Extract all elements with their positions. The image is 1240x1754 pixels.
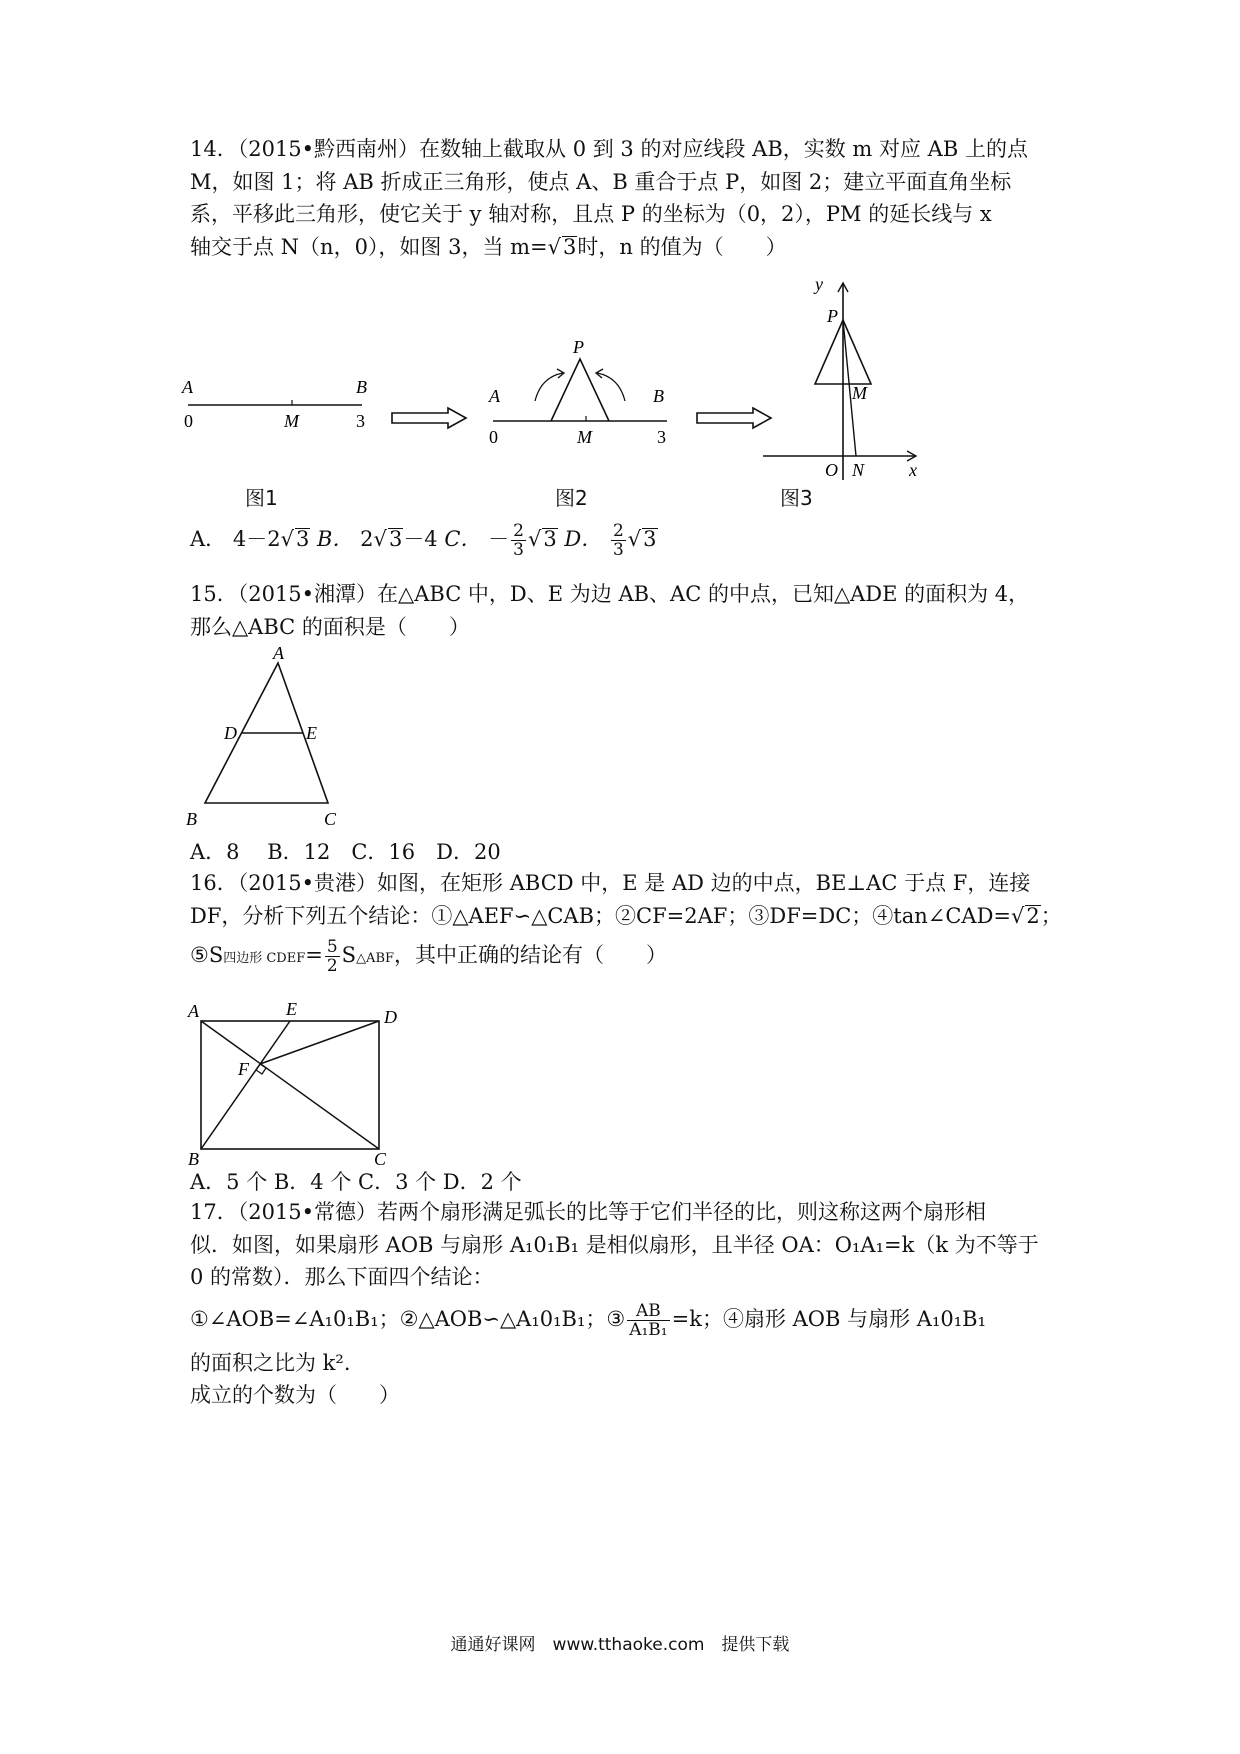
question-17	[190, 1196, 1070, 1412]
q14-option-d-label: D．	[564, 527, 603, 551]
q16-sqrt-value: 2	[1026, 903, 1040, 928]
question-15	[190, 578, 1070, 643]
q15-label-d: D	[224, 723, 237, 743]
q15-label-a: A	[273, 645, 284, 663]
q14-option-c-sqrt: 3	[543, 527, 557, 551]
q16-line-3: ⑤S四边形 CDEF= $\frac{5}{2}$ S△ABF，其中正确的结论有（ ）	[190, 937, 668, 976]
q16-label-a: A	[188, 1001, 199, 1021]
q17-fraction: $\frac{AB}{\text{A₁B₁}}$	[629, 1300, 668, 1340]
q14-line-4-start: 轴交于点 N（n，0），如图 3，当 m=	[190, 234, 548, 259]
fig1-label-three: 3	[356, 411, 365, 431]
q15-options: A．8 B．12 C．16 D．20	[190, 840, 501, 864]
q15-line-2: 那么△ABC 的面积是（ ）	[190, 614, 470, 639]
q16-label-f: F	[238, 1059, 249, 1079]
q16-label-c: C	[374, 1149, 387, 1165]
q14-option-b-text: 2	[360, 527, 374, 551]
q17-line-1: 17．（2015•常德）若两个扇形满足弧长的比等于它们半径的比，则这称这两个扇形相	[190, 1200, 987, 1224]
q14-option-c-sign: －	[488, 527, 510, 551]
q17-line-2: 似．如图，如果扇形 AOB 与扇形 A₁0₁B₁ 是相似扇形，且半径 OA：O₁A₁=k（k 为不等于	[190, 1232, 1039, 1257]
fig1-label-zero: 0	[184, 411, 193, 431]
q15-label-c: C	[324, 809, 337, 829]
q15-label-b: B	[186, 809, 197, 829]
q17-line-6: 成立的个数为（ ）	[190, 1383, 400, 1407]
fig3-label-p: P	[827, 306, 838, 326]
q16-fraction: $\frac{5}{2}$	[326, 937, 338, 976]
fig3-label-m: M	[852, 383, 867, 403]
fig1-label-b: B	[356, 377, 367, 397]
q15-figure-triangle	[180, 645, 400, 839]
q16-label-e: E	[286, 999, 297, 1019]
q14-sqrt-value: 3	[563, 234, 577, 259]
q15-line-1: 15．（2015•湘潭）在△ABC 中，D、E 为边 AB、AC 的中点，已知△ADE 的面积为 4，	[190, 582, 1030, 606]
arrow-1	[390, 406, 470, 434]
q14-option-d-fraction: $\frac{2}{3}$	[612, 521, 624, 560]
fig2-label-a: A	[489, 386, 500, 406]
fig1-label-a: A	[182, 377, 193, 397]
fig2-label-three: 3	[657, 427, 666, 447]
q16-options: A．5 个 B．4 个 C．3 个 D．2 个	[190, 1170, 522, 1194]
q16-label-b: B	[188, 1149, 199, 1165]
q14-option-c-fraction: $\frac{2}{3}$	[513, 521, 524, 560]
q14-option-c-label: C．	[444, 527, 482, 551]
q14-option-a-sqrt: 3	[295, 527, 310, 551]
q14-line-2: M，如图 1；将 AB 折成正三角形，使点 A、B 重合于点 P，如图 2；建立平面直角坐标	[190, 169, 1012, 194]
q14-option-b-text-2: －4	[403, 527, 438, 551]
q16-label-d: D	[384, 1007, 397, 1027]
fig2-caption: 图2	[555, 486, 588, 510]
q15-label-e: E	[306, 723, 317, 743]
fig2-label-p: P	[573, 337, 584, 357]
q14-option-a-label: A．	[190, 527, 227, 551]
fig2-label-b: B	[653, 386, 664, 406]
q14-line-3: 系，平移此三角形，使它关于 y 轴对称，且点 P 的坐标为（0，2），PM 的延长线与 x	[190, 202, 992, 226]
fig3-label-x: x	[909, 460, 917, 480]
q14-figure-3	[755, 280, 935, 494]
q14-line-4-end: 时，n 的值为（ ）	[577, 234, 787, 259]
fig1-caption: 图1	[245, 486, 278, 510]
q17-line-3: 0 的常数）．那么下面四个结论：	[190, 1265, 494, 1289]
fig3-label-o: O	[825, 460, 838, 480]
q14-line-4: 轴交于点 N（n，0），如图 3，当 m=√3时，n 的值为（ ）	[190, 234, 787, 259]
q14-figure-2	[485, 335, 685, 451]
fig1-label-m: M	[284, 411, 299, 431]
fig2-label-m: M	[577, 427, 592, 447]
q16-line-2: DF，分析下列五个结论：①△AEF∽△CAB；②CF=2AF；③DF=DC；④tan∠CAD=√2；	[190, 903, 1062, 928]
q16-figure-rectangle	[180, 995, 420, 1169]
question-16	[190, 867, 1070, 976]
fig3-caption: 图3	[780, 486, 813, 510]
q17-line-4: ①∠AOB=∠A₁0₁B₁；②△AOB∽△A₁0₁B₁；③ $\frac{AB}{\text{A₁B₁}}$ =k；④扇形 AOB 与扇形 A₁0₁B₁	[190, 1300, 986, 1340]
q14-option-d-sqrt: 3	[643, 527, 657, 551]
page-footer: 通通好课网 www.tthaoke.com 提供下载	[450, 1635, 790, 1655]
q14-option-b-sqrt: 3	[388, 527, 403, 551]
q16-line-1: 16．（2015•贵港）如图，在矩形 ABCD 中，E 是 AD 边的中点，BE⊥AC 于点 F，连接	[190, 871, 1031, 895]
fig3-label-n: N	[852, 460, 865, 480]
q17-line-5: 的面积之比为 k².	[190, 1350, 351, 1375]
q14-option-b-label: B．	[317, 527, 354, 551]
q14-option-a-text: 4－2	[232, 527, 281, 551]
q14-options: A． 4－2√3 B． 2√3－4 C． － $\frac{2}{3}$ √3 D． $\frac{2}{3}$ √3	[190, 521, 657, 560]
q14-figure-1	[180, 375, 390, 449]
fig2-label-zero: 0	[489, 427, 498, 447]
question-14	[190, 133, 1070, 263]
q14-line-1: 14．（2015•黔西南州）在数轴上截取从 0 到 3 的对应线段 AB，实数 m 对应 AB 上的点	[190, 137, 1028, 161]
fig3-label-y: y	[815, 280, 823, 294]
